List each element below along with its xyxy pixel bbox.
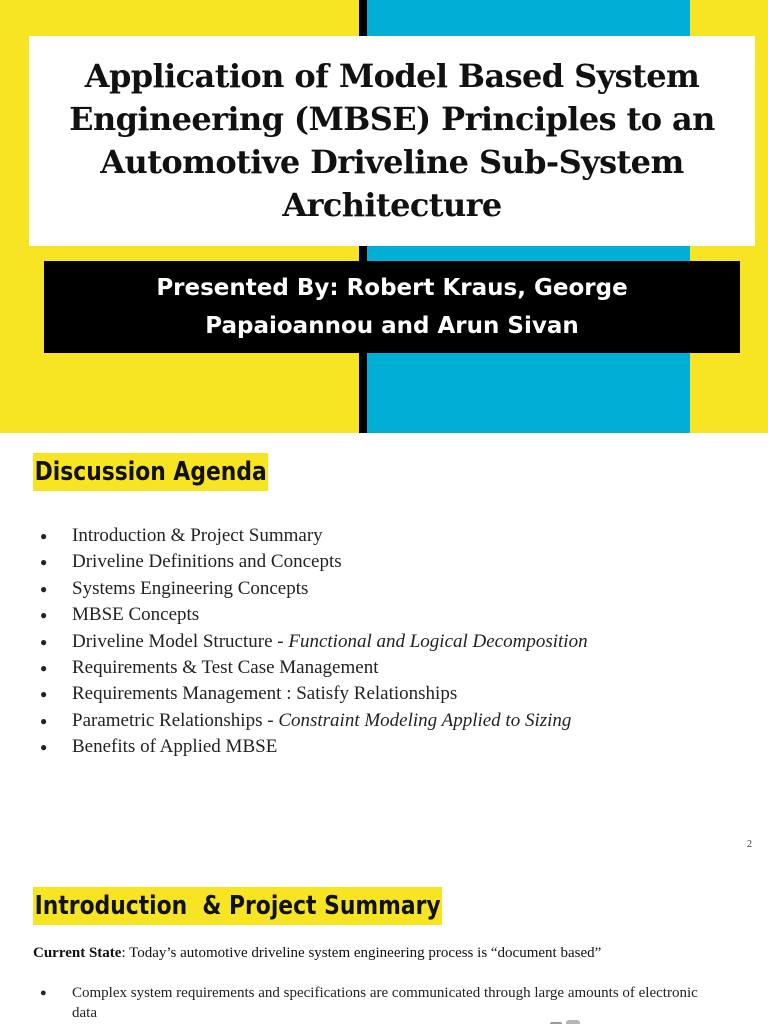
agenda-item-text: Requirements & Test Case Management: [72, 657, 379, 679]
agenda-item-text: Introduction & Project Summary: [72, 525, 323, 546]
bullet-icon: ●: [40, 740, 48, 755]
agenda-item: [40, 708, 588, 734]
agenda-item: [40, 629, 588, 655]
agenda-item: [40, 549, 588, 575]
agenda-item-text: Driveline Model Structure -: [72, 630, 289, 652]
bullet-icon: ●: [40, 529, 48, 543]
presentation-title: Application of Model Based System Engineering (MBSE) Principles to an Automotive Driveline Sub-System Architecture: [69, 57, 715, 224]
title-slide: [0, 0, 768, 433]
agenda-item: [40, 576, 588, 602]
agenda-item-text: Benefits of Applied MBSE: [72, 736, 278, 758]
bullet-icon: ●: [40, 713, 48, 728]
intro-bullet-text: Complex system requirements and specifications are communicated through large amounts of electronic data: [72, 985, 698, 1021]
presenter-box: [44, 261, 740, 353]
current-state-label: Current State: [33, 945, 122, 961]
current-state-line: [33, 943, 601, 963]
agenda-item-emphasis: Functional and Logical Decomposition: [288, 630, 588, 652]
page-number: 2: [747, 839, 752, 850]
agenda-item-text: Driveline Definitions and Concepts: [72, 551, 342, 573]
bullet-icon: ●: [40, 661, 48, 676]
bullet-icon: ●: [40, 555, 48, 570]
agenda-item-text: Requirements Management : Satisfy Relationships: [72, 683, 458, 705]
bullet-icon: ●: [40, 608, 48, 623]
agenda-heading: Discussion Agenda: [33, 453, 268, 491]
title-box: [29, 36, 755, 246]
presenter-names: Presented By: Robert Kraus, George Papaioannou and Arun Sivan: [156, 275, 628, 339]
bullet-icon: ●: [40, 987, 47, 999]
bullet-icon: ●: [40, 687, 48, 702]
agenda-item-text: MBSE Concepts: [72, 604, 200, 626]
figure-fragment-icon: [548, 1017, 588, 1024]
agenda-item: [40, 523, 588, 549]
agenda-slide: [0, 433, 768, 859]
agenda-item: [40, 655, 588, 681]
bullet-icon: ●: [40, 634, 48, 649]
agenda-item-emphasis: Constraint Modeling Applied to Sizing: [278, 709, 572, 731]
agenda-item-text: Parametric Relationships -: [72, 709, 279, 731]
intro-bullet-item: [40, 983, 700, 1023]
intro-slide: [0, 859, 768, 1024]
agenda-list: [40, 523, 588, 761]
bullet-icon: ●: [40, 581, 48, 596]
agenda-item: [40, 681, 588, 707]
agenda-item: [40, 602, 588, 628]
intro-heading: Introduction & Project Summary: [33, 887, 442, 925]
current-state-text: : Today’s automotive driveline system engineering process is “document based”: [121, 945, 602, 961]
agenda-item: [40, 734, 588, 760]
intro-bullet-list: [40, 983, 700, 1023]
agenda-item-text: Systems Engineering Concepts: [72, 577, 309, 599]
